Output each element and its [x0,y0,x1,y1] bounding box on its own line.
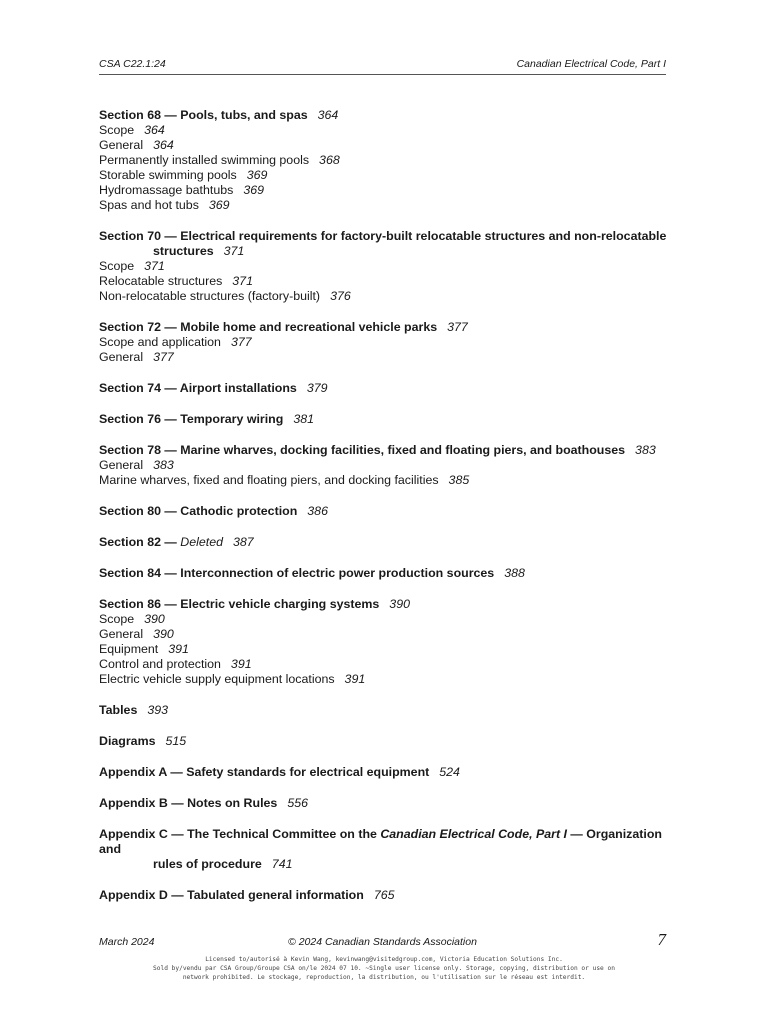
toc-item[interactable]: General 364 [99,138,174,152]
page-number: 376 [330,289,351,303]
page-number: 371 [144,259,165,273]
toc-appendix-a[interactable]: Appendix A — Safety standards for electrical equipment 524 [99,765,460,779]
toc-section-80[interactable]: Section 80 — Cathodic protection 386 [99,504,328,518]
toc-item[interactable]: Non-relocatable structures (factory-built) 376 [99,289,351,303]
page-number: 393 [147,703,169,717]
page-number: 377 [230,335,252,349]
page-number: 386 [307,504,328,518]
page-number: 369 [208,198,230,212]
page-number: 368 [319,153,340,167]
license-notice [100,955,668,982]
toc-section-78[interactable]: Section 78 — Marine wharves, docking facilities, fixed and floating piers, and boathouses 383 [99,443,656,457]
page-number: 391 [168,642,189,656]
page-footer [99,932,666,952]
toc-item[interactable]: Hydromassage bathtubs 369 [99,183,264,197]
page-number: 391 [344,672,366,686]
page-header [99,56,666,75]
toc-appendix-b[interactable]: Appendix B — Notes on Rules 556 [99,796,308,810]
page-number: 383 [153,458,174,472]
page-number: 364 [144,123,165,137]
toc-diagrams[interactable]: Diagrams 515 [99,734,187,748]
license-line: Licensed to/autorisé à Kevin Wang, kevinwang@visitedgroup.com, Victoria Education Solutions Inc. [205,956,563,963]
toc-section-74[interactable]: Section 74 — Airport installations 379 [99,381,328,395]
toc-item[interactable]: Electric vehicle supply equipment locations 391 [99,672,366,686]
page-number: 385 [448,473,470,487]
toc-section-86[interactable]: Section 86 — Electric vehicle charging systems 390 [99,597,410,611]
toc-appendix-c[interactable]: Appendix C — The Technical Committee on the Canadian Electrical Code, Part I — Organization and rules of procedure 741 [99,827,662,871]
page-number: 369 [246,168,268,182]
page-number: 390 [144,612,165,626]
toc-item[interactable]: General 390 [99,627,174,641]
toc-item[interactable]: Control and protection 391 [99,657,252,671]
page-number: 556 [287,796,308,810]
toc-item[interactable]: Spas and hot tubs 369 [99,198,230,212]
standard-number: CSA C22.1:24 [99,58,166,70]
toc-section-76[interactable]: Section 76 — Temporary wiring 381 [99,412,314,426]
license-line: Sold by/vendu par CSA Group/Groupe CSA on/le 2024 07 10. ~Single user license only. Storage, copying, distribution or use on [153,965,615,972]
toc-item[interactable]: General 383 [99,458,174,472]
page-number: 364 [153,138,174,152]
page-number: 387 [232,535,254,549]
license-line: network prohibited. Le stockage, reproduction, la distribution, ou l'utilisation sur le réseau est interdit. [182,974,586,981]
page-number: 390 [389,597,410,611]
page-number: 377 [447,320,468,334]
footer-page-number: 7 [657,930,666,949]
toc-item[interactable]: Permanently installed swimming pools 368 [99,153,340,167]
toc-tables[interactable]: Tables 393 [99,703,169,717]
page-number: 371 [223,244,245,258]
deleted-label: Deleted [180,535,223,549]
toc-appendix-d[interactable]: Appendix D — Tabulated general information 765 [99,888,395,902]
toc-item[interactable]: Scope and application 377 [99,335,252,349]
page-number: 379 [306,381,328,395]
toc-item[interactable]: Scope 390 [99,612,165,626]
footer-date: March 2024 [99,936,155,948]
toc-item[interactable]: General 377 [99,350,174,364]
toc-item[interactable]: Storable swimming pools 369 [99,168,268,182]
page-number: 371 [232,274,253,288]
toc-item[interactable]: Marine wharves, fixed and floating piers, and docking facilities 385 [99,473,470,487]
toc-item[interactable]: Equipment 391 [99,642,189,656]
toc-item[interactable]: Scope 364 [99,123,165,137]
page-number: 381 [293,412,314,426]
toc-item[interactable]: Scope 371 [99,259,165,273]
page-number: 741 [271,857,293,871]
page-number: 383 [635,443,656,457]
page-number: 388 [504,566,525,580]
page-number: 391 [230,657,252,671]
page-number: 364 [317,108,339,122]
code-title: Canadian Electrical Code, Part I [516,58,666,70]
toc-section-82[interactable]: Section 82 — Deleted 387 [99,535,254,549]
page-number: 524 [439,765,460,779]
toc-section-72[interactable]: Section 72 — Mobile home and recreational vehicle parks 377 [99,320,468,334]
toc-section-68[interactable]: Section 68 — Pools, tubs, and spas 364 [99,108,339,122]
page-number: 390 [153,627,174,641]
page-number: 765 [373,888,395,902]
toc-section-70[interactable]: Section 70 — Electrical requirements for factory-built relocatable structures and non-relocatable structures 371 [99,229,667,258]
table-of-contents [99,108,679,903]
footer-copyright: © 2024 Canadian Standards Association [288,936,477,948]
toc-item[interactable]: Relocatable structures 371 [99,274,253,288]
page-number: 515 [165,734,187,748]
page-number: 377 [153,350,174,364]
page-number: 369 [243,183,264,197]
toc-section-84[interactable]: Section 84 — Interconnection of electric power production sources 388 [99,566,525,580]
